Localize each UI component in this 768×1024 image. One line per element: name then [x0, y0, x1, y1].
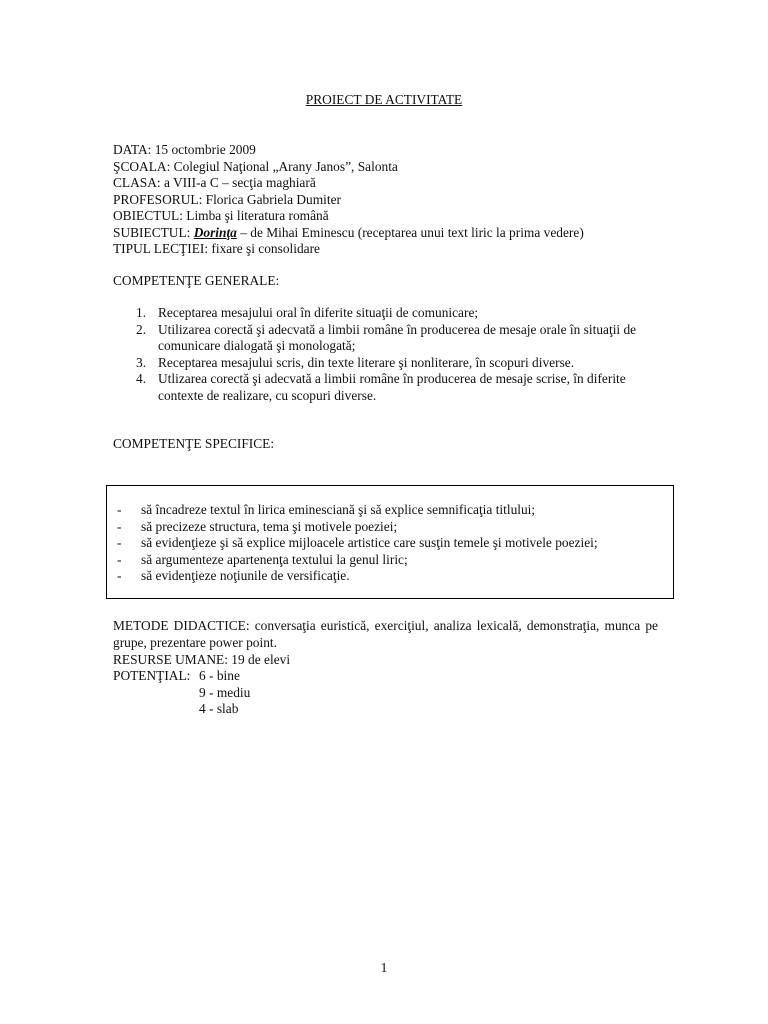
list-item-text: Utilizarea corectă şi adecvată a limbii române în producerea de mesaje orale în situaţii de comunicare dialogată şi monologată; [158, 321, 637, 353]
bullet-dash: - [117, 568, 122, 583]
list-item [117, 568, 598, 585]
list-item [117, 519, 598, 536]
list-item [113, 322, 673, 355]
info-topic-rest: – de Mihai Eminescu (receptarea unui text liric la prima vedere) [236, 224, 584, 240]
potential-value: 6 - bine [199, 668, 240, 683]
potential-block [113, 668, 251, 716]
list-item-text: Utlizarea corectă şi adecvată a limbii române în producerea de mesaje scrise, în diferite contexte de realizare, cu scopuri diverse. [158, 371, 626, 403]
list-item [113, 371, 673, 404]
list-item-number: 2. [136, 321, 147, 337]
bullet-dash: - [117, 518, 122, 534]
info-block [113, 142, 584, 258]
list-item-text: să evidenţieze noţiunile de versificaţie. [141, 568, 350, 583]
list-item-text: să evidenţieze şi să explice mijloacele artistice care susţin temele şi motivele poeziei; [141, 535, 598, 550]
specific-competences-heading: COMPETENŢE SPECIFICE: [113, 436, 275, 451]
info-teacher: PROFESORUL: Florica Gabriela Dumiter [113, 191, 341, 207]
list-item-number: 1. [136, 305, 147, 320]
list-item [113, 355, 673, 372]
human-resources: RESURSE UMANE: 19 de elevi [113, 652, 291, 667]
info-topic-label: SUBIECTUL: [113, 224, 194, 240]
info-topic-title: Dorinţa [193, 224, 237, 240]
specific-competences-box [106, 485, 674, 599]
page-title: PROIECT DE ACTIVITATE [305, 92, 463, 107]
general-competences-list [113, 305, 673, 404]
page-number: 1 [380, 960, 388, 975]
list-item-number: 3. [136, 354, 147, 370]
potential-label: POTENŢIAL: [113, 668, 191, 683]
bullet-dash: - [117, 535, 122, 550]
list-item-text: Receptarea mesajului scris, din texte literare şi nonliterare, în scopuri diverse. [158, 354, 575, 370]
potential-value: 9 - mediu [199, 684, 251, 700]
teaching-methods: METODE DIDACTICE: conversaţia euristică, exerciţiul, analiza lexicală, demonstraţia, munca pe grupe, prezentare power point. [113, 618, 658, 650]
list-item [117, 535, 598, 552]
info-topic [113, 225, 584, 242]
list-item [117, 502, 598, 519]
info-subject-area: OBIECTUL: Limba şi literatura română [113, 208, 329, 223]
info-class: CLASA: a VIII-a C – secţia maghiară [113, 175, 316, 190]
info-lesson-type: TIPUL LECŢIEI: fixare şi consolidare [113, 241, 320, 256]
info-school: ŞCOALA: Colegiul Naţional „Arany Janos”, Salonta [113, 158, 398, 174]
list-item-text: să încadreze textul în lirica eminesciană şi să explice semnificaţia titlului; [141, 502, 536, 517]
bullet-dash: - [117, 502, 122, 517]
potential-value: 4 - slab [199, 701, 239, 716]
list-item-number: 4. [136, 371, 147, 386]
bullet-dash: - [117, 551, 122, 567]
list-item [113, 305, 673, 322]
specific-competences-list [117, 502, 598, 585]
info-date: DATA: 15 octombrie 2009 [113, 142, 256, 157]
list-item [117, 552, 598, 569]
list-item-text: Receptarea mesajului oral în diferite situaţii de comunicare; [158, 305, 479, 320]
list-item-text: să argumenteze apartenenţa textului la genul liric; [141, 551, 408, 567]
general-competences-heading: COMPETENŢE GENERALE: [113, 273, 280, 288]
list-item-text: să precizeze structura, tema şi motivele poeziei; [141, 518, 398, 534]
